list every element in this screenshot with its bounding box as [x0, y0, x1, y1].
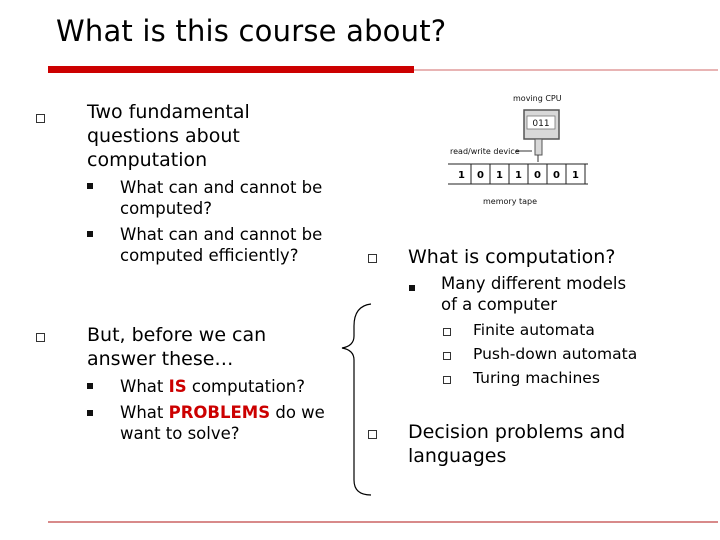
bullet-filled-square-icon: [87, 231, 93, 237]
text-line: computation: [87, 149, 208, 171]
cpu-stem: [535, 139, 542, 155]
text-run: do we: [270, 403, 325, 422]
footer-divider: [48, 521, 718, 523]
tape-cells: [458, 164, 585, 184]
bullet-filled-square-icon: [87, 183, 93, 189]
text-line: But, before we can: [87, 324, 267, 346]
bullet-square-icon: [36, 333, 45, 342]
cpu-label: moving CPU: [513, 94, 562, 103]
text-line: want to solve?: [120, 424, 240, 443]
text-run: computation?: [186, 377, 306, 396]
sub-bullet-what-problems: [120, 402, 325, 444]
text-line: languages: [408, 445, 507, 467]
emphasis-is: IS: [168, 377, 187, 396]
bullet-before-we-can: [87, 323, 266, 371]
slide-title: What is this course about?: [56, 14, 447, 48]
bullet-filled-square-icon: [87, 410, 93, 416]
text-line: computed efficiently?: [120, 246, 299, 265]
model-push-down-automata: Push-down automata: [473, 345, 638, 363]
bracket-brace: [340, 300, 380, 500]
sub-bullet-what-is-computation: [120, 376, 305, 397]
tape-cell-value: 0: [553, 170, 560, 181]
cpu-state: 011: [532, 119, 550, 129]
memory-tape-label: memory tape: [483, 197, 538, 206]
bullet-square-icon: [368, 254, 377, 263]
bullet-square-icon: [36, 114, 45, 123]
title-underline-accent: [48, 66, 414, 73]
title-underline-light: [414, 69, 718, 71]
tape-cell-value: 0: [534, 170, 541, 181]
bullet-what-is-computation: What is computation?: [408, 246, 616, 268]
emphasis-problems: PROBLEMS: [168, 403, 271, 422]
text-line: What can and cannot be: [120, 178, 323, 197]
bullet-decision-problems: [408, 420, 625, 468]
text-line: questions about: [87, 125, 240, 147]
sub-bullet-computed-efficiently: [120, 224, 322, 266]
text-line: Decision problems and: [408, 421, 626, 443]
sub-bullet-many-models: [441, 273, 626, 315]
text-run: What: [120, 403, 169, 422]
bullet-square-icon: [443, 328, 451, 336]
tape-cell-value: 1: [572, 170, 579, 181]
text-line: Many different models: [441, 274, 627, 293]
bullet-square-icon: [443, 376, 451, 384]
text-line: What can and cannot be: [120, 225, 323, 244]
bullet-fundamental-questions: [87, 100, 250, 172]
text-line: answer these…: [87, 348, 234, 370]
bullet-square-icon: [368, 430, 377, 439]
bullet-square-icon: [443, 352, 451, 360]
turing-machine-diagram: [420, 80, 720, 210]
text-line: Two fundamental: [87, 101, 250, 123]
text-line: computed?: [120, 199, 213, 218]
sub-bullet-computed: [120, 177, 322, 219]
tape-cell-value: 1: [458, 170, 465, 181]
tape-cell-value: 1: [496, 170, 503, 181]
text-line: of a computer: [441, 295, 558, 314]
tape-cell-value: 1: [515, 170, 522, 181]
model-finite-automata: Finite automata: [473, 321, 595, 339]
tape-cell-value: 0: [477, 170, 484, 181]
model-turing-machines: Turing machines: [473, 369, 600, 387]
bullet-filled-square-icon: [409, 285, 415, 291]
read-write-label: read/write device: [450, 147, 520, 156]
bullet-filled-square-icon: [87, 383, 93, 389]
text-run: What: [120, 377, 169, 396]
